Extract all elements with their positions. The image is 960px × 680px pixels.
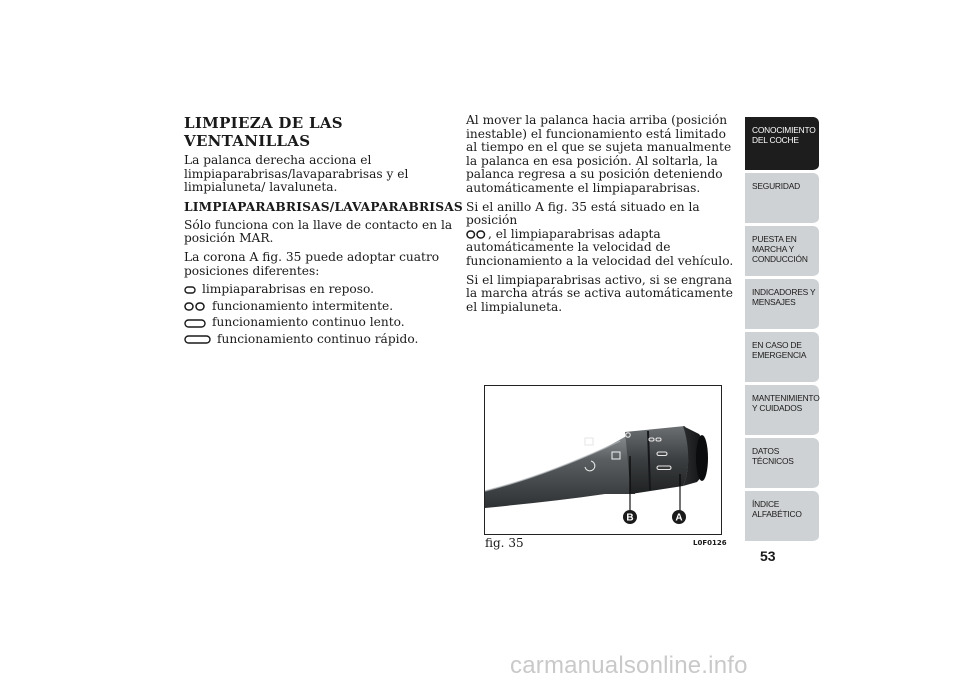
tab-emergencia[interactable]: EN CASO DE EMERGENCIA <box>745 332 819 383</box>
auto-speed-text: , el limpiaparabrisas adapta automáticamente la velocidad de funcionamiento a la velocidad del vehículo. <box>466 226 734 268</box>
position-label: funcionamiento intermitente. <box>212 298 394 313</box>
tab-conocimiento-del-coche[interactable]: CONOCIMIENTO DEL COCHE <box>745 117 819 171</box>
wiper-slow-icon <box>184 319 206 328</box>
position-label: limpiaparabrisas en reposo. <box>202 282 375 297</box>
figure-wiper-lever <box>484 385 722 535</box>
figure-code: L0F0126 <box>693 539 727 547</box>
wiper-lever-illustration <box>485 386 721 534</box>
position-label: funcionamiento continuo lento. <box>212 315 405 330</box>
position-label: funcionamiento continuo rápido. <box>217 331 419 346</box>
section-title: LIMPIEZA DE LAS VENTANILLAS <box>184 114 343 150</box>
chapter-sidebar <box>745 117 819 544</box>
left-column <box>184 114 463 350</box>
tab-mantenimiento[interactable]: MANTENIMIENTO Y CUIDADOS <box>745 385 819 436</box>
watermark: carmanualsonline.info <box>510 652 748 679</box>
callout-b: B <box>626 512 634 524</box>
position-item-fast <box>184 333 456 347</box>
key-paragraph: Sólo funciona con la llave de contacto en la posición MAR. <box>184 217 453 246</box>
tab-indice[interactable]: ÍNDICE ALFABÉTICO <box>745 491 819 542</box>
auto-speed-paragraph <box>466 201 736 269</box>
tab-puesta-en-marcha[interactable]: PUESTA EN MARCHA Y CONDUCCIÓN <box>745 226 819 277</box>
tab-datos-tecnicos[interactable]: DATOS TÉCNICOS <box>745 438 819 489</box>
tab-seguridad[interactable]: SEGURIDAD <box>745 173 819 224</box>
position-item-slow <box>184 316 456 330</box>
position-item-off <box>184 283 456 297</box>
auto-speed-prefix: Si el anillo A fig. 35 está situado en la posición <box>466 199 700 228</box>
reverse-paragraph: Si el limpiaparabrisas activo, si se engrana la marcha atrás se activa automáticamente el limpialuneta. <box>466 272 733 314</box>
page-number: 53 <box>760 548 776 564</box>
wiper-intermittent-icon <box>184 302 206 311</box>
lever-paragraph: Al mover la palanca hacia arriba (posición inestable) el funcionamiento está limitado al tiempo en el que se sujeta manualmente la palanca en esa posición. Al soltarla, la palanca regresa a su posición deteniendo automáticamente el limpiaparabrisas. <box>466 113 732 195</box>
tab-indicadores[interactable]: INDICADORES Y MENSAJES <box>745 279 819 330</box>
wiper-off-icon <box>184 286 196 294</box>
right-column <box>466 114 736 319</box>
wiper-fast-icon <box>184 335 211 344</box>
intro-paragraph: La palanca derecha acciona el limpiaparabrisas/lavaparabrisas y el limpialuneta/ lavaluneta. <box>184 153 409 195</box>
wiper-auto-icon <box>466 230 486 239</box>
figure-caption: fig. 35 <box>485 536 524 550</box>
callout-a: A <box>675 512 683 524</box>
positions-intro: La corona A fig. 35 puede adoptar cuatro posiciones diferentes: <box>184 249 440 278</box>
position-item-intermittent <box>184 300 456 314</box>
section-subtitle: LIMPIAPARABRISAS/LAVAPARABRISAS <box>184 199 463 214</box>
